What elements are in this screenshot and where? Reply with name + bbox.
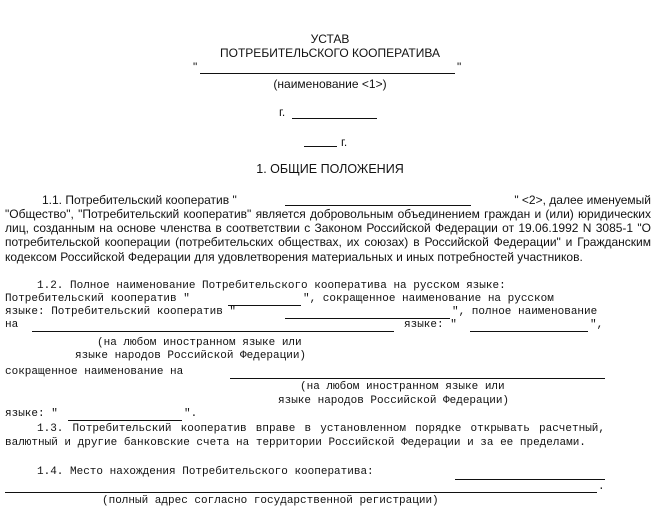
p12-short-foreign-blank — [68, 420, 182, 421]
p12-full-name-foreign-blank — [470, 331, 588, 332]
city-blank-line — [292, 118, 377, 119]
p12-line5: сокращенное наименование на — [5, 366, 184, 378]
p11-end: " <2>, далее именуемый — [514, 193, 651, 207]
name-quote-close: " — [457, 60, 462, 74]
p12-line2a: Потребительский кооператив " — [5, 293, 190, 305]
name-hint: (наименование <1>) — [273, 77, 387, 91]
p12-line4a: на — [5, 319, 19, 331]
name-quote-open: " — [193, 60, 198, 74]
p12-line6a: языке: " — [5, 408, 58, 420]
p12-line1: 1.2. Полное наименование Потребительского кооператива на русском языке: — [37, 280, 506, 292]
p12-line4b: языке: " — [404, 319, 457, 331]
p12-hint1-line1: (на любом иностранном языке или — [97, 337, 302, 349]
p11-blank-line — [285, 205, 471, 206]
p12-hint2-line1: (на любом иностранном языке или — [300, 381, 505, 393]
document-title: УСТАВ — [310, 32, 350, 46]
p12-short-name-blank — [228, 305, 301, 306]
p12-line3a: языке: Потребительский кооператив " — [5, 306, 237, 318]
p12-language-blank — [32, 331, 394, 332]
p12-line6b: ". — [184, 408, 198, 420]
year-blank-line — [304, 146, 337, 147]
p14-hint: (полный адрес согласно государственной регистрации) — [102, 495, 439, 507]
city-prefix: г. — [279, 105, 286, 119]
section-heading: 1. ОБЩИЕ ПОЛОЖЕНИЯ — [256, 162, 404, 176]
p14-address-blank-2 — [5, 492, 597, 493]
p11-text: "Общество", "Потребительский кооператив" является добровольным объединением граждан и (или) юридических лиц, созданным на основе членства в соответствии с Законом Российской Федерации от 19.06.1992 N 3085-1 "О потребительской кооперации (потребительских обществах, их союзах) в Российской Федерации" и Гражданским кодексом Российской Федерации для удовлетворения материальных и иных потребностей участников. — [5, 207, 651, 264]
p13-text: 1.3. Потребительский кооператив вправе в установленном порядке открывать расчетный, валютный и другие банковские счета на территории Российской Федерации и за ее пределами. — [5, 423, 605, 449]
p12-line2b: ", сокращенное наименование на русском — [303, 293, 554, 305]
p12-short-language-blank — [230, 378, 605, 379]
p14-address-blank-1 — [455, 479, 605, 480]
name-blank-line — [200, 73, 455, 74]
p12-hint2-line2: языке народов Российской Федерации) — [278, 395, 510, 407]
p14-end: . — [598, 481, 605, 493]
p11-start: 1.1. Потребительский кооператив " — [42, 193, 237, 207]
p12-line4c: ", — [590, 319, 604, 331]
p12-hint1-line2: языке народов Российской Федерации) — [75, 350, 307, 362]
document-subtitle: ПОТРЕБИТЕЛЬСКОГО КООПЕРАТИВА — [220, 46, 440, 60]
year-suffix: г. — [341, 135, 348, 149]
p12-line3b: ", полное наименование — [452, 306, 598, 318]
p14-text: 1.4. Место нахождения Потребительского кооператива: — [37, 466, 374, 478]
